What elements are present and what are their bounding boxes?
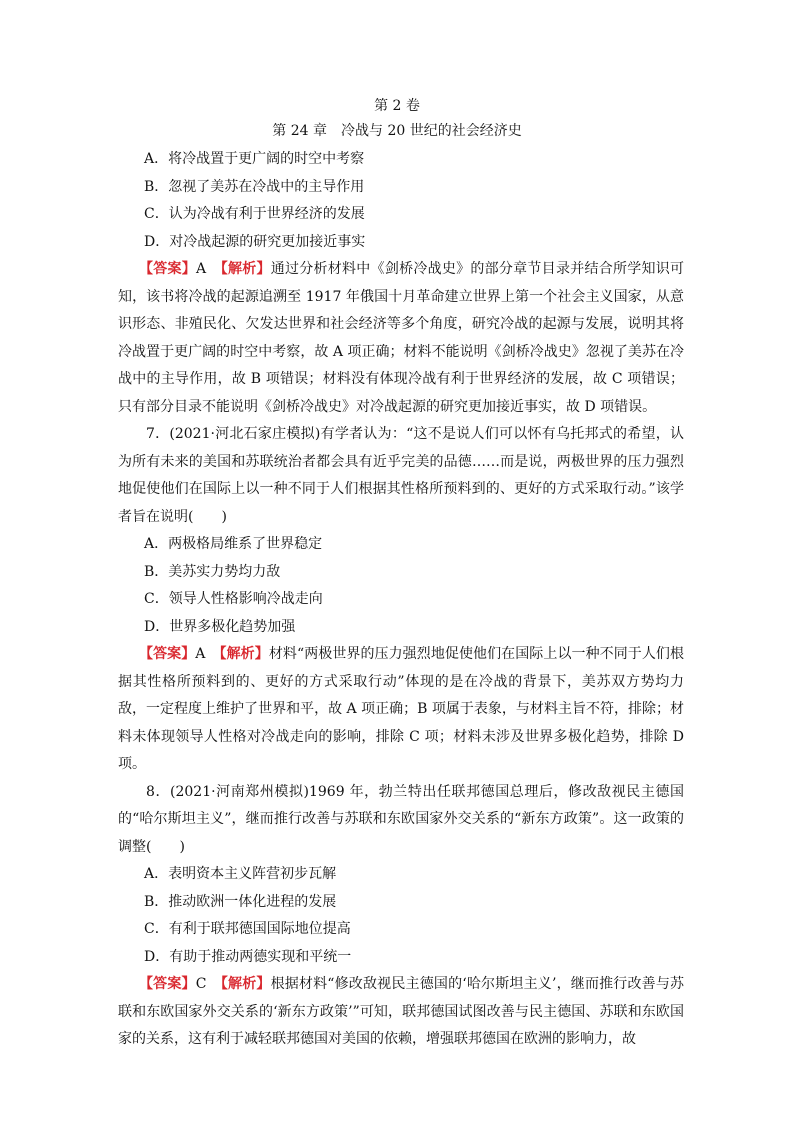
answer-label: 【答案】: [139, 976, 196, 992]
analysis-label: 【解析】: [219, 646, 269, 662]
analysis-label: 【解析】: [220, 261, 271, 277]
option-b: B．忽视了美苏在冷战中的主导作用: [144, 178, 365, 195]
answer-value: A: [196, 261, 207, 277]
option-c: C．有利于联邦德国国际地位提高: [144, 921, 351, 937]
question-stem: 7．(2021·河北石家庄模拟)有学者认为：“这不是说人们可以怀有乌托邦式的希望，认为所有未来的美国和苏联统治者都会具有近乎完美的品德……而是说，两极世界的压力强烈地促使他们在国际上以一种不同于人们根据其性格所预料到的、更好的方式采取行动。”该学者旨在说明( ): [118, 426, 684, 525]
option-d: D．对冷战起源的研究更加接近事实: [144, 233, 366, 250]
answer-label: 【答案】: [139, 261, 197, 277]
option-a: A．将冷战置于更广阔的时空中考察: [144, 151, 365, 167]
option-b: B．推动欧洲一体化进程的发展: [144, 893, 337, 910]
question-7: [118, 421, 684, 779]
question-stem: 8．(2021·河南郑州模拟)1969 年，勃兰特出任联邦德国总理后，修改敌视民主德国的“哈尔斯坦主义”，继而推行改善与苏联和东欧国家外交关系的“新东方政策”。这一政策的调整( ): [118, 783, 684, 855]
answer-block: [118, 256, 684, 421]
option-b: B．美苏实力势均力敌: [144, 563, 281, 580]
analysis-text: 根据材料“修改敌视民主德国的‘哈尔斯坦主义’，继而推行改善与苏联和东欧国家外交关系的‘新东方政策’”可知，联邦德国试图改善与民主德国、苏联和东欧国家的关系，这有利于减轻联邦德国对美国的依赖，增强联邦德国在欧洲的影响力，故: [118, 976, 685, 1047]
question-8: [118, 779, 684, 1054]
analysis-label: 【解析】: [220, 976, 271, 992]
option-a: A．表明资本主义阵营初步瓦解: [144, 866, 337, 882]
option-d: D．世界多极化趋势加强: [144, 618, 296, 635]
question-6: [118, 146, 684, 421]
option-a: A．两极格局维系了世界稳定: [144, 536, 323, 552]
option-c: C．领导人性格影响冷战走向: [144, 591, 323, 607]
page-content: [118, 146, 684, 1054]
answer-block: [118, 641, 684, 779]
volume-header: 第 2 卷: [374, 98, 420, 114]
answer-label: 【答案】: [139, 646, 196, 662]
option-d: D．有助于推动两德实现和平统一: [144, 948, 352, 965]
answer-value: C: [195, 976, 207, 992]
answer-value: A: [195, 646, 206, 662]
answer-block: [118, 971, 684, 1054]
analysis-text: 材料“两极世界的压力强烈地促使他们在国际上以一种不同于人们根据其性格所预料到的、更好的方式采取行动”体现的是在冷战的背景下，美苏双方势均力敌，一定程度上维护了世界和平，故 A 项正确；B 项属于表象，与材料主旨不符，排除；材料未体现领导人性格对冷战走向的影响，排除 C 项；材料未涉及世界多极化趋势，排除 D 项。: [118, 646, 685, 772]
chapter-header: 第 24 章 冷战与 20 世纪的社会经济史: [272, 123, 522, 139]
option-c: C．认为冷战有利于世界经济的发展: [144, 206, 365, 222]
analysis-text: 通过分析材料中《剑桥冷战史》的部分章节目录并结合所学知识可知，该书将冷战的起源追溯至 1917 年俄国十月革命建立世界上第一个社会主义国家，从意识形态、非殖民化、欠发达世界和社会经济等多个角度，研究冷战的起源与发展，说明其将冷战置于更广阔的时空中考察，故 A 项正确；材料不能说明《剑桥冷战史》忽视了美苏在冷战中的主导作用，故 B 项错误；材料没有体现冷战有利于世界经济的发展，故 C 项错误；只有部分目录不能说明《剑桥冷战史》对冷战起源的研究更加接近事实，故 D 项错误。: [118, 261, 685, 415]
